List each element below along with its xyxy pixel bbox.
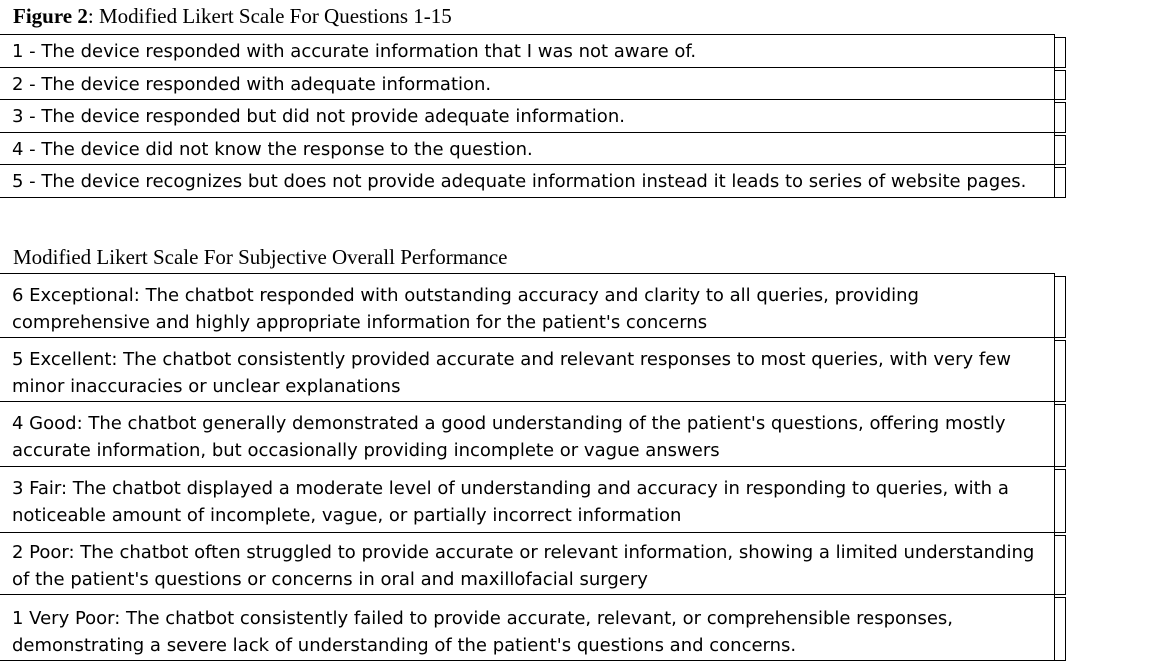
overall-row-line1: 3 Fair: The chatbot displayed a moderate level of understanding and accuracy in responding to queries, with a bbox=[12, 478, 1009, 499]
figure-title-text: : Modified Likert Scale For Questions 1-15 bbox=[87, 4, 452, 28]
scale-row-2 bbox=[0, 68, 1055, 101]
row-side-tab bbox=[1055, 340, 1066, 402]
figure-label: Figure 2 bbox=[13, 4, 88, 28]
overall-row-line2: accurate information, but occasionally providing incomplete or vague answers bbox=[12, 440, 720, 461]
figure-2-title bbox=[13, 6, 452, 27]
row-side-tab bbox=[1055, 597, 1066, 661]
row-side-tab bbox=[1055, 135, 1066, 166]
row-side-tab bbox=[1055, 102, 1066, 133]
scale-row-4 bbox=[0, 133, 1055, 166]
overall-performance-title: Modified Likert Scale For Subjective Overall Performance bbox=[13, 245, 508, 269]
overall-row-5 bbox=[0, 338, 1055, 402]
overall-row-2 bbox=[0, 533, 1055, 595]
likert-scale-questions-table bbox=[0, 34, 1055, 198]
scale-row-text: 3 - The device responded but did not provide adequate information. bbox=[12, 106, 625, 127]
row-side-tab bbox=[1055, 276, 1066, 338]
scale-row-5 bbox=[0, 165, 1055, 198]
overall-row-line1: 6 Exceptional: The chatbot responded with outstanding accuracy and clarity to all queries, providing bbox=[12, 285, 919, 306]
overall-row-4 bbox=[0, 402, 1055, 467]
overall-row-line2: noticeable amount of incomplete, vague, or partially incorrect information bbox=[12, 505, 682, 526]
scale-row-text: 1 - The device responded with accurate information that I was not aware of. bbox=[12, 41, 697, 62]
scale-row-text: 4 - The device did not know the response to the question. bbox=[12, 138, 533, 160]
overall-row-line1: 1 Very Poor: The chatbot consistently failed to provide accurate, relevant, or comprehensible responses, bbox=[12, 608, 954, 629]
overall-row-1 bbox=[0, 595, 1055, 661]
scale-row-1 bbox=[0, 35, 1055, 68]
row-side-tab bbox=[1055, 469, 1066, 533]
row-side-tab bbox=[1055, 70, 1066, 101]
scale-row-text: 5 - The device recognizes but does not provide adequate information instead it leads to series of website pages. bbox=[12, 171, 1027, 192]
row-side-tab bbox=[1055, 167, 1066, 198]
scale-row-3 bbox=[0, 100, 1055, 133]
overall-row-line1: 4 Good: The chatbot generally demonstrated a good understanding of the patient's questions, offering mostly bbox=[12, 413, 1006, 434]
overall-row-line2: minor inaccuracies or unclear explanations bbox=[12, 376, 401, 397]
overall-row-line1: 2 Poor: The chatbot often struggled to provide accurate or relevant information, showing a limited understanding bbox=[12, 542, 1035, 563]
scale-row-text: 2 - The device responded with adequate information. bbox=[12, 73, 492, 95]
overall-row-line2: comprehensive and highly appropriate information for the patient's concerns bbox=[12, 312, 708, 333]
row-side-tab bbox=[1055, 535, 1066, 595]
row-side-tab bbox=[1055, 404, 1066, 467]
row-side-tab bbox=[1055, 37, 1066, 68]
overall-row-line2: demonstrating a severe lack of understanding of the patient's questions and concerns. bbox=[12, 635, 797, 656]
likert-scale-overall-table bbox=[0, 273, 1055, 661]
overall-row-3 bbox=[0, 467, 1055, 533]
overall-row-line1: 5 Excellent: The chatbot consistently provided accurate and relevant responses to most queries, with very few bbox=[12, 349, 1012, 370]
overall-row-line2: of the patient's questions or concerns in oral and maxillofacial surgery bbox=[12, 569, 648, 590]
overall-row-6 bbox=[0, 274, 1055, 338]
